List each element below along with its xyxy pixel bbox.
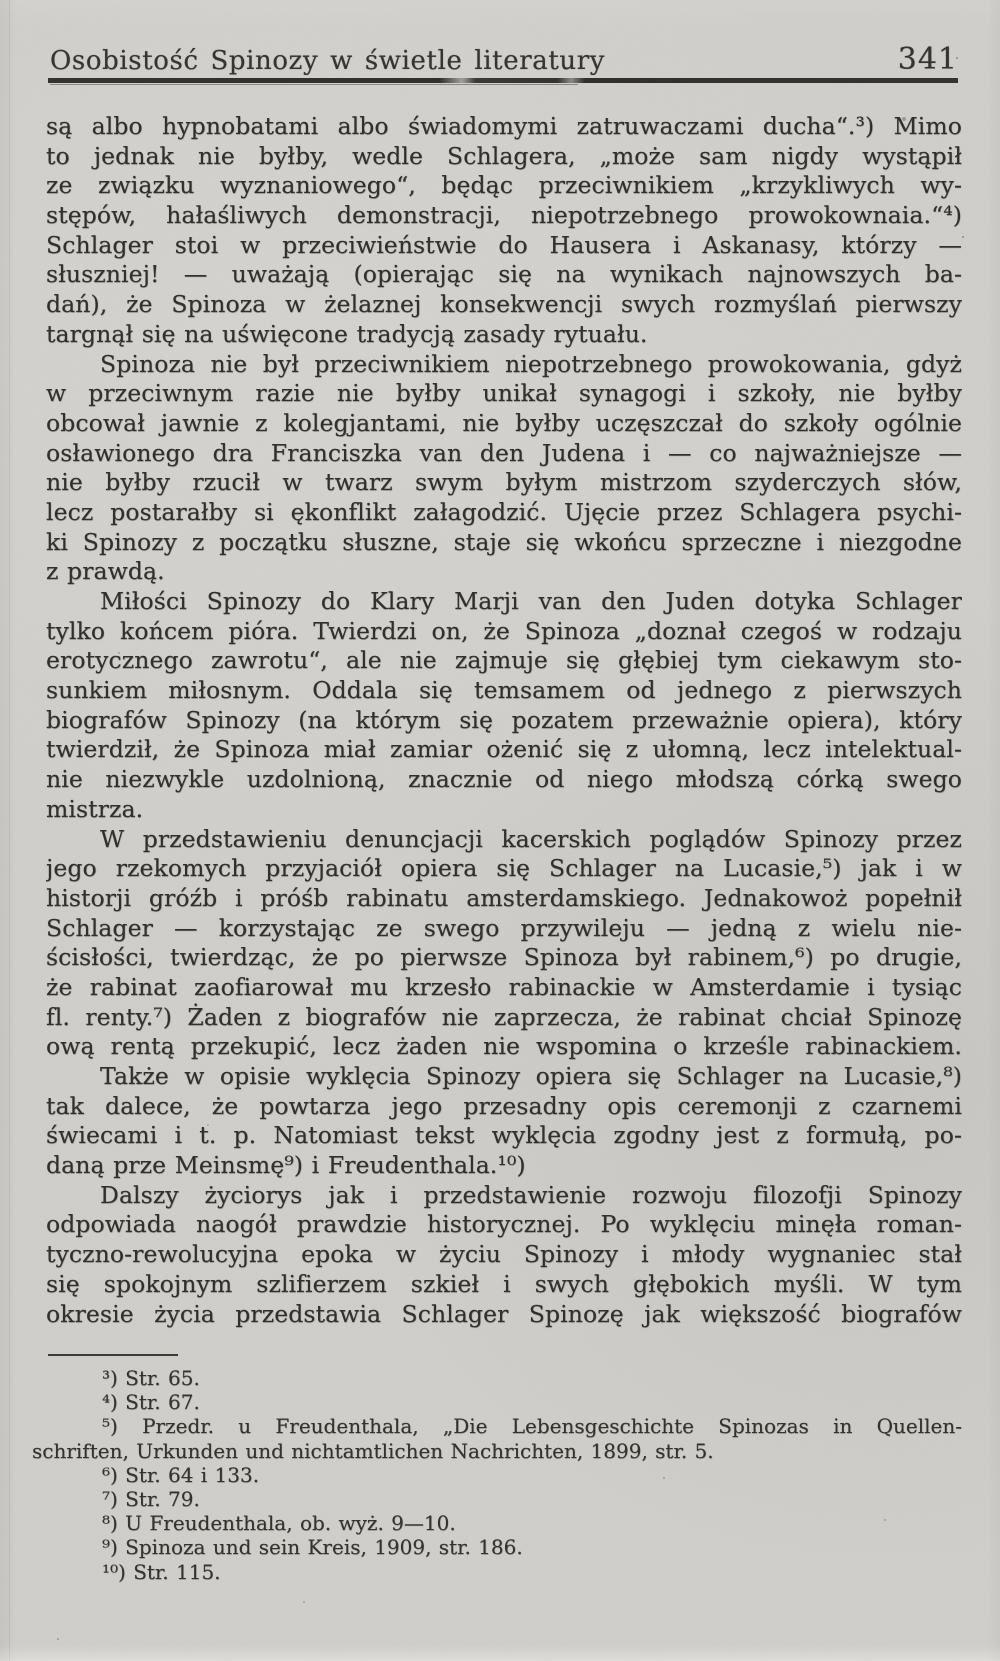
text-line: się spokojnym szlifierzem szkieł i swych głębokich myśli. W tym (46, 1269, 962, 1298)
text-line: fl. renty.⁷) Żaden z biografów nie zaprzecza, że rabinat chciał Spinozę (46, 1002, 962, 1031)
text-line: ową rentą przekupić, lecz żaden nie wspomina o krześle rabinackiem. (46, 1032, 962, 1061)
text-line: Dalszy życiorys jak i przedstawienie rozwoju filozofji Spinozy (100, 1180, 962, 1209)
text-line: są albo hypnobatami albo świadomymi zatruwaczami ducha“.³) Mimo (46, 112, 962, 140)
text-line: historji gróźb i próśb rabinatu amsterdamskiego. Jednakowoż popełnił (46, 883, 962, 912)
text-line: że rabinat zaofiarował mu krzesło rabinackie w Amsterdamie i tysiąc (46, 972, 962, 1001)
text-line: Schlager stoi w przeciwieństwie do Hausera i Askanasy, którzy — (46, 230, 962, 259)
text-line: targnął się na uświęcone tradycją zasady rytuału. (46, 319, 648, 348)
scan-bottom-highlight (0, 1645, 1000, 1661)
text-line: obcował jawnie z kolegjantami, nie byłby uczęszczał do szkoły ogólnie (46, 408, 962, 437)
scan-edge-line (9, 0, 10, 1661)
text-line: to jednak nie byłby, wedle Schlagera, „może sam nigdy wystąpił (46, 141, 962, 170)
text-line: tak dalece, że powtarza jego przesadny opis ceremonji z czarnemi (46, 1091, 962, 1120)
text-line: tyczno-rewolucyjna epoka w życiu Spinozy i młody wygnaniec stał (46, 1240, 962, 1269)
text-line: stępów, hałaśliwych demonstracji, niepotrzebnego prowokownaia.“⁴) (46, 201, 962, 230)
text-line: Miłości Spinozy do Klary Marji van den Juden dotyka Schlager (100, 587, 962, 615)
text-line: słuszniej! — uważają (opierając się na wynikach najnowszych ba- (46, 260, 962, 289)
text-line: biografów Spinozy (na którym się pozatem przeważnie opiera), który (46, 705, 962, 734)
text-line: Schlager — korzystając ze swego przywileju — jedną z wielu nie- (46, 913, 962, 942)
text-line: daną prze Meinsmę⁹) i Freudenthala.¹⁰) (46, 1151, 526, 1180)
text-line: odpowiada naogół prawdzie historycznej. Po wyklęciu minęła roman- (46, 1210, 962, 1239)
text-line: twierdził, że Spinoza miał zamiar ożenić się z ułomną, lecz intelektual- (46, 735, 962, 764)
text-line: sunkiem miłosnym. Oddala się temsamem od jednego z pierwszych (46, 676, 962, 705)
text-line: nie niezwykle uzdolnioną, znacznie od niego młodszą córką swego (46, 765, 962, 794)
paper-specks (0, 0, 2, 2)
text-line: ze związku wyznaniowego“, będąc przeciwnikiem „krzykliwych wy- (46, 171, 962, 200)
text-line: ścisłości, twierdząc, że po pierwsze Spinoza był rabinem,⁶) po drugie, (46, 943, 962, 972)
text-line: ⁹) Spinoza und sein Kreis, 1909, str. 186. (102, 1535, 523, 1560)
page-header (50, 42, 958, 77)
text-line: Spinoza nie był przeciwnikiem niepotrzebnego prowokowania, gdyż (100, 349, 962, 378)
text-line: ⁷) Str. 79. (102, 1486, 200, 1511)
text-line: jego rzekomych przyjaciół opiera się Schlager na Lucasie,⁵) jak i w (46, 854, 962, 883)
text-line: lecz postarałby si ękonflikt załagodzić. Ujęcie przez Schlagera psychi- (46, 497, 962, 526)
footnote-rule (48, 1354, 178, 1356)
text-line: ⁵) Przedr. u Freudenthala, „Die Lebensgeschichte Spinozas in Quellen- (102, 1414, 962, 1439)
text-line: w przeciwnym razie nie byłby unikał synagogi i szkoły, nie byłby (46, 379, 962, 408)
text-line: osławionego dra Franciszka van den Judena i — co najważniejsze — (46, 438, 962, 467)
text-line: erotycznego zawrotu“, ale nie zajmuje się głębiej tym ciekawym sto- (46, 646, 962, 675)
text-line: okresie życia przedstawia Schlager Spinozę jak większość biografów (46, 1299, 962, 1328)
text-line: świecami i t. p. Natomiast tekst wyklęcia zgodny jest z formułą, po- (46, 1121, 962, 1150)
text-line: ¹⁰) Str. 115. (102, 1559, 221, 1584)
text-line: Także w opisie wyklęcia Spinozy opiera się Schlager na Lucasie,⁸) (100, 1062, 962, 1090)
text-line: mistrza. (46, 794, 144, 823)
text-line: tylko końcem pióra. Twierdzi on, że Spinoza „doznał czegoś w rodzaju (46, 616, 962, 645)
text-line: dań), że Spinoza w żelaznej konsekwencji swych rozmyślań pierwszy (46, 290, 962, 319)
text-line: schriften, Urkunden und nichtamtlichen Nachrichten, 1899, str. 5. (32, 1438, 714, 1463)
body-text (46, 112, 962, 1329)
text-line: ³) Str. 65. (102, 1366, 200, 1390)
text-line: ⁶) Str. 64 i 133. (102, 1462, 260, 1487)
text-line: ⁴) Str. 67. (102, 1390, 200, 1415)
header-rule (48, 78, 958, 83)
text-line: nie byłby rzucił w twarz swym byłym mistrzom szyderczych słów, (46, 468, 962, 497)
text-line: z prawdą. (46, 557, 165, 586)
footnotes (32, 1366, 962, 1584)
text-line: ki Spinozy z początku słuszne, staje się wkońcu sprzeczne i niezgodne (46, 527, 962, 556)
page-number: 341 (897, 42, 958, 77)
running-title: Osobistość Spinozy w świetle literatury (50, 46, 606, 76)
text-line: ⁸) U Freudenthala, ob. wyż. 9—10. (102, 1511, 456, 1536)
text-line: W przedstawieniu denuncjacji kacerskich poglądów Spinozy przez (100, 824, 962, 853)
